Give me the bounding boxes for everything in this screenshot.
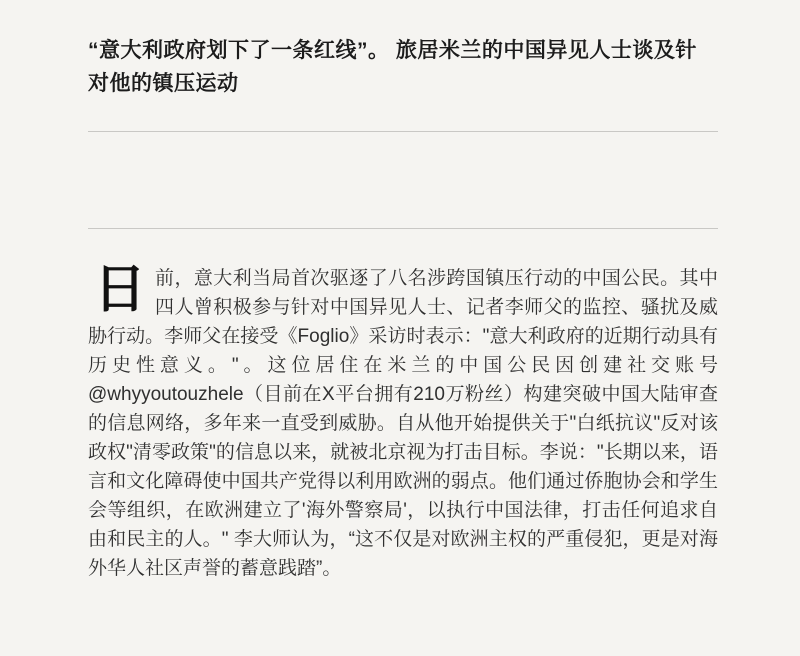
article-body: [88, 261, 718, 583]
article-body-text: 前，意大利当局首次驱逐了八名涉跨国镇压行动的中国公民。其中四人曾积极参与针对中国异见人士、记者李师父的监控、骚扰及威胁行动。李师父在接受《Foglio》采访时表示："意大利政府的近期行动具有历史性意义。"。这位居住在米兰的中国公民因创建社交账号@whyyoutouzhele（目前在X平台拥有210万粉丝）构建突破中国大陆审查的信息网络，多年来一直受到威胁。自从他开始提供关于"白纸抗议"反对该政权"清零政策"的信息以来，就被北京视为打击目标。李说："长期以来，语言和文化障碍使中国共产党得以利用欧洲的弱点。他们通过侨胞协会和学生会等组织，在欧洲建立了'海外警察局'，以执行中国法律，打击任何追求自由和民主的人。" 李大师认为，“这不仅是对欧洲主权的严重侵犯，更是对海外华人社区声誉的蓄意践踏”。: [88, 268, 718, 579]
article-page: [88, 0, 718, 583]
article-title: “意大利政府划下了一条红线”。 旅居米兰的中国异见人士谈及针对他的镇压运动: [88, 39, 697, 95]
drop-cap: 日: [94, 261, 147, 319]
figure-placeholder: [88, 131, 718, 229]
